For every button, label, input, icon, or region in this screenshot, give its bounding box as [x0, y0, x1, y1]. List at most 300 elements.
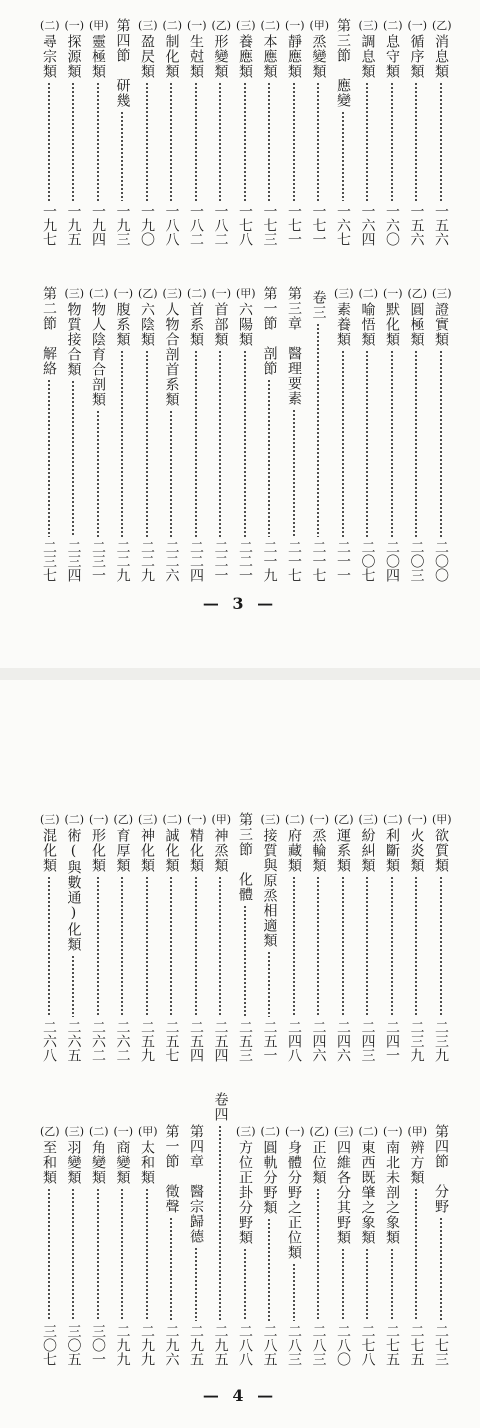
entry-title: 本應類: [261, 34, 278, 79]
entry-page-number: 二〇七: [359, 540, 376, 582]
entry-title: 六陽類: [237, 302, 253, 347]
toc-entry[interactable]: [187, 18, 207, 246]
toc-page-3: [0, 0, 480, 668]
entry-title: 證實類: [433, 302, 449, 347]
entry-title: 神烝類: [212, 828, 229, 873]
toc-entry[interactable]: [407, 812, 428, 1062]
toc-entry[interactable]: [432, 812, 452, 1062]
entry-marker: (乙): [211, 19, 232, 32]
entry-page-number: 二三四: [65, 540, 82, 582]
entry-title: 第四章 醫宗歸德: [188, 1124, 204, 1244]
dot-leader: [48, 82, 50, 201]
page-number: — 3 —: [202, 594, 278, 613]
toc-entry[interactable]: [89, 812, 109, 1062]
entry-marker: (一): [211, 287, 232, 300]
entry-marker: (三): [64, 1125, 85, 1138]
dot-leader: [293, 876, 295, 1017]
toc-entry[interactable]: [113, 1124, 134, 1366]
entry-page-number: 二三九: [408, 1020, 425, 1062]
toc-entry[interactable]: [64, 286, 85, 582]
toc-entry[interactable]: [260, 18, 281, 246]
dot-leader: [170, 876, 172, 1017]
dot-leader: [121, 111, 123, 201]
entry-page-number: 二七八: [359, 1324, 376, 1366]
dot-leader: [342, 1248, 344, 1321]
entry-page-number: 二七五: [408, 1324, 425, 1366]
toc-entry[interactable]: [407, 18, 428, 246]
entry-page-number: 一七三: [261, 204, 278, 246]
entry-marker: (一): [383, 287, 403, 300]
toc-entry[interactable]: [285, 1124, 305, 1366]
dot-leader: [317, 82, 319, 201]
entry-marker: (一): [383, 1125, 403, 1138]
dot-leader: [146, 82, 148, 201]
dot-leader: [415, 350, 417, 537]
dot-leader: [219, 876, 221, 1017]
toc-entry[interactable]: [285, 18, 305, 246]
toc-entry[interactable]: [89, 18, 109, 246]
toc-entry[interactable]: [383, 18, 403, 246]
dot-leader: [366, 82, 368, 201]
entry-page-number: 二八三: [286, 1324, 302, 1366]
entry-title: 尋宗類: [41, 34, 57, 79]
entry-marker: (二): [40, 19, 60, 32]
entry-title: 圓軌分野類: [261, 1140, 278, 1215]
dot-leader: [366, 350, 368, 537]
dot-leader: [195, 350, 197, 537]
entry-title: 息守類: [384, 34, 400, 79]
entry-marker: (一): [407, 813, 428, 826]
entry-marker: (甲): [407, 1125, 428, 1138]
entry-marker: (乙): [40, 1125, 60, 1138]
dot-leader: [391, 82, 393, 201]
toc-entry[interactable]: [162, 18, 183, 246]
toc-entry[interactable]: [309, 1124, 330, 1366]
entry-title: 烝輪類: [310, 828, 327, 873]
entry-page-number: 一八二: [188, 204, 204, 246]
entry-title: 第四節 研幾: [114, 18, 131, 108]
toc-entry[interactable]: [236, 286, 256, 582]
entry-page-number: 二一一: [335, 540, 351, 582]
toc-entry[interactable]: [187, 812, 207, 1062]
entry-page-number: 一九五: [65, 204, 82, 246]
entry-page-number: 二八五: [261, 1324, 278, 1366]
dot-leader: [293, 409, 295, 537]
toc-entry[interactable]: [260, 812, 281, 1062]
dot-leader: [317, 876, 319, 1017]
entry-title: 府藏類: [286, 828, 302, 873]
entry-marker: (三): [40, 813, 60, 826]
dot-leader: [48, 876, 50, 1017]
dot-leader: [440, 876, 442, 1017]
entry-page-number: 二六五: [65, 1020, 82, 1062]
page-separator: [0, 668, 480, 680]
toc-entry[interactable]: [309, 18, 330, 246]
entry-page-number: 二四八: [286, 1020, 302, 1062]
toc-entry[interactable]: [383, 286, 403, 582]
toc-entry[interactable]: [432, 1124, 449, 1366]
dot-leader: [244, 905, 246, 1017]
toc-entry[interactable]: [162, 812, 183, 1062]
dot-leader: [121, 876, 123, 1017]
entry-title: 誠化類: [163, 828, 180, 873]
toc-entry[interactable]: [138, 286, 158, 582]
entry-title: 形化類: [90, 828, 106, 873]
toc-entry[interactable]: [358, 18, 379, 246]
dot-leader: [72, 1188, 74, 1321]
dot-leader: [146, 876, 148, 1017]
toc-entry[interactable]: [89, 1124, 109, 1366]
entry-title: 烝變類: [310, 34, 327, 79]
toc-entry[interactable]: [89, 286, 109, 582]
toc-entry[interactable]: [187, 286, 207, 582]
entry-marker: (二): [64, 813, 85, 826]
toc-entry[interactable]: [334, 18, 351, 246]
dot-leader: [244, 350, 246, 537]
entry-page-number: 一九七: [41, 204, 57, 246]
entry-marker: (三): [236, 1125, 256, 1138]
toc-entry[interactable]: [138, 812, 158, 1062]
entry-marker: (一): [285, 1125, 305, 1138]
dot-leader: [366, 876, 368, 1017]
toc-entry[interactable]: [114, 18, 131, 246]
entry-page-number: 二〇〇: [433, 540, 449, 582]
toc-entry[interactable]: [407, 286, 428, 582]
entry-page-number: 二四六: [310, 1020, 327, 1062]
dot-leader: [391, 1248, 393, 1321]
entry-title: 默化類: [384, 302, 400, 347]
dot-leader: [97, 876, 99, 1017]
entry-title: 第四節 分野: [433, 1124, 449, 1214]
entry-marker: (一): [113, 1125, 134, 1138]
entry-title: 靈極類: [90, 34, 106, 79]
entry-marker: (三): [236, 19, 256, 32]
entry-title: 首系類: [188, 302, 204, 347]
entry-page-number: 一九〇: [139, 204, 155, 246]
entry-marker: (甲): [138, 1125, 158, 1138]
dot-leader: [146, 1188, 148, 1321]
entry-title: 素養類: [335, 302, 351, 347]
entry-title: 羽變類: [65, 1140, 82, 1185]
toc-entry[interactable]: [113, 812, 134, 1062]
entry-marker: (一): [89, 813, 109, 826]
entry-marker: (二): [162, 19, 183, 32]
entry-marker: (三): [260, 813, 281, 826]
entry-marker: (甲): [236, 287, 256, 300]
dot-leader: [415, 82, 417, 201]
entry-title: 太和類: [139, 1140, 155, 1185]
toc-entry[interactable]: [310, 290, 327, 582]
entry-title: 六陰類: [139, 302, 155, 347]
entry-title: 至和類: [41, 1140, 57, 1185]
entry-page-number: 二四三: [359, 1020, 376, 1062]
entry-title: 紛糾類: [359, 828, 376, 873]
entry-marker: (三): [162, 287, 183, 300]
entry-marker: (甲): [432, 813, 452, 826]
entry-page-number: 二三九: [433, 1020, 449, 1062]
entry-title: 形變類: [212, 34, 229, 79]
toc-entry[interactable]: [211, 286, 232, 582]
entry-title: 第二節 解絡: [41, 286, 57, 376]
dot-leader: [48, 379, 50, 537]
entry-page-number: 二六二: [90, 1020, 106, 1062]
toc-entry[interactable]: [260, 1124, 281, 1366]
entry-page-number: 一七一: [310, 204, 327, 246]
entry-page-number: 二四一: [384, 1020, 400, 1062]
dot-leader: [97, 1188, 99, 1321]
dot-leader: [391, 876, 393, 1017]
entry-title: 身體分野之正位類: [286, 1140, 302, 1260]
dot-leader: [121, 1188, 123, 1321]
entry-title: 養應類: [237, 34, 253, 79]
entry-page-number: 二七三: [433, 1324, 449, 1366]
entry-page-number: 二九五: [188, 1324, 204, 1366]
entry-title: 南北未剖之象類: [384, 1140, 400, 1245]
entry-page-number: 二五四: [188, 1020, 204, 1062]
toc-entry[interactable]: [261, 286, 278, 582]
dot-leader: [97, 410, 99, 537]
entry-title: 物人陰育合剖類: [90, 302, 106, 407]
toc-entry[interactable]: [138, 18, 158, 246]
entry-marker: (乙): [334, 813, 354, 826]
dot-leader: [72, 82, 74, 201]
entry-marker: (二): [162, 813, 183, 826]
entry-title: 欲質類: [433, 828, 449, 873]
entry-marker: (三): [334, 1125, 354, 1138]
dot-leader: [72, 955, 74, 1017]
entry-marker: (三): [432, 287, 452, 300]
dot-leader: [244, 82, 246, 201]
entry-title: 商變類: [114, 1140, 131, 1185]
entry-page-number: 三〇一: [90, 1324, 106, 1366]
entry-title: 第一節 徵聲: [163, 1124, 180, 1214]
entry-marker: (三): [64, 287, 85, 300]
toc-entry[interactable]: [64, 812, 85, 1062]
entry-page-number: 二一九: [261, 540, 278, 582]
toc-entry[interactable]: [285, 286, 302, 582]
entry-marker: (二): [383, 813, 403, 826]
entry-page-number: 一五六: [408, 204, 425, 246]
entry-marker: (二): [358, 287, 379, 300]
entry-page-number: 一六〇: [384, 204, 400, 246]
entry-marker: (乙): [138, 287, 158, 300]
entry-page-number: 二九六: [163, 1324, 180, 1366]
toc-entry[interactable]: [358, 286, 379, 582]
toc-entry[interactable]: [236, 18, 256, 246]
entry-title: 喻悟類: [359, 302, 376, 347]
entry-marker: (三): [138, 813, 158, 826]
entry-title: 調息類: [359, 34, 376, 79]
entry-title: 卷三: [310, 290, 327, 320]
entry-page-number: 二四六: [335, 1020, 351, 1062]
entry-title: 神化類: [139, 828, 155, 873]
entry-title: 消息類: [433, 34, 449, 79]
entry-page-number: 二三七: [41, 540, 57, 582]
toc-entry[interactable]: [162, 286, 183, 582]
entry-title: 第三節 化體: [237, 812, 253, 902]
entry-marker: (甲): [211, 813, 232, 826]
entry-title: 接質與原烝相適類: [261, 828, 278, 948]
toc-entry[interactable]: [138, 1124, 158, 1366]
entry-page-number: 二九九: [139, 1324, 155, 1366]
entry-title: 制化類: [163, 34, 180, 79]
entry-marker: (二): [260, 1125, 281, 1138]
dot-leader: [170, 1217, 172, 1321]
page-number: — 4 —: [202, 1386, 278, 1405]
toc-entry[interactable]: [309, 812, 330, 1062]
dot-leader: [195, 82, 197, 201]
dot-leader: [219, 1125, 221, 1321]
entry-page-number: 二六八: [41, 1020, 57, 1062]
entry-title: 第三節 應變: [335, 18, 351, 108]
entry-marker: (一): [64, 19, 85, 32]
entry-page-number: 二五一: [261, 1020, 278, 1062]
entry-page-number: 二〇四: [384, 540, 400, 582]
entry-title: 循序類: [408, 34, 425, 79]
dot-leader: [440, 350, 442, 537]
entry-page-number: 一六七: [335, 204, 351, 246]
entry-title: 人物合剖首系類: [163, 302, 180, 407]
dot-leader: [342, 876, 344, 1017]
entry-title: 術(與數通)化類: [65, 828, 82, 952]
toc-entry[interactable]: [432, 286, 452, 582]
entry-page-number: 二一七: [310, 540, 327, 582]
entry-page-number: 一六四: [359, 204, 376, 246]
toc-entry[interactable]: [40, 286, 57, 582]
entry-page-number: 一八二: [212, 204, 229, 246]
dot-leader: [195, 876, 197, 1017]
entry-page-number: 二二一: [237, 540, 253, 582]
dot-leader: [170, 82, 172, 201]
entry-title: 物質接合類: [65, 302, 82, 377]
entry-page-number: 二三一: [90, 540, 106, 582]
toc-entry[interactable]: [113, 286, 134, 582]
entry-marker: (一): [407, 19, 428, 32]
toc-entry[interactable]: [432, 18, 452, 246]
entry-marker: (一): [187, 19, 207, 32]
entry-title: 精化類: [188, 828, 204, 873]
entry-page-number: 二二九: [114, 540, 131, 582]
dot-leader: [415, 1188, 417, 1321]
entry-marker: (二): [358, 1125, 379, 1138]
entry-marker: (三): [334, 287, 354, 300]
toc-entry[interactable]: [334, 286, 354, 582]
entry-title: 育厚類: [114, 828, 131, 873]
dot-leader: [195, 1247, 197, 1321]
entry-page-number: 二〇三: [408, 540, 425, 582]
toc-entry[interactable]: [358, 1124, 379, 1366]
toc-page-4: [0, 680, 480, 1428]
toc-entry[interactable]: [407, 1124, 428, 1366]
entry-title: 火炎類: [408, 828, 425, 873]
entry-marker: (乙): [432, 19, 452, 32]
entry-marker: (三): [138, 19, 158, 32]
dot-leader: [440, 82, 442, 201]
entry-title: 第一節 剖節: [261, 286, 278, 376]
entry-page-number: 二八〇: [335, 1324, 351, 1366]
dot-leader: [219, 82, 221, 201]
entry-marker: (二): [260, 19, 281, 32]
toc-entry[interactable]: [212, 1092, 229, 1366]
entry-title: 角變類: [90, 1140, 106, 1185]
dot-leader: [268, 951, 270, 1017]
entry-page-number: 二二一: [212, 540, 229, 582]
toc-entry[interactable]: [211, 18, 232, 246]
entry-marker: (乙): [309, 1125, 330, 1138]
entry-page-number: 三〇七: [41, 1324, 57, 1366]
entry-marker: (三): [358, 813, 379, 826]
entry-marker: (三): [358, 19, 379, 32]
toc-entry[interactable]: [40, 812, 60, 1062]
entry-marker: (乙): [407, 287, 428, 300]
dot-leader: [317, 1188, 319, 1321]
toc-entry[interactable]: [334, 1124, 354, 1366]
entry-page-number: 一七八: [237, 204, 253, 246]
entry-title: 利斷類: [384, 828, 400, 873]
entry-page-number: 二五九: [139, 1020, 155, 1062]
toc-entry[interactable]: [285, 812, 305, 1062]
toc-entry[interactable]: [334, 812, 354, 1062]
dot-leader: [97, 82, 99, 201]
entry-marker: (一): [187, 813, 207, 826]
entry-marker: (一): [309, 813, 330, 826]
dot-leader: [268, 1218, 270, 1321]
toc-entry[interactable]: [383, 1124, 403, 1366]
toc-entry[interactable]: [236, 812, 253, 1062]
dot-leader: [121, 350, 123, 537]
dot-leader: [72, 380, 74, 537]
entry-page-number: 二一七: [286, 540, 302, 582]
toc-entry[interactable]: [40, 18, 60, 246]
entry-page-number: 二五三: [237, 1020, 253, 1062]
toc-entry[interactable]: [236, 1124, 256, 1366]
entry-title: 探源類: [65, 34, 82, 79]
entry-title: 圓極類: [408, 302, 425, 347]
entry-title: 方位正卦分野類: [237, 1140, 253, 1245]
entry-page-number: 一五六: [433, 204, 449, 246]
entry-marker: (乙): [113, 813, 134, 826]
entry-marker: (二): [89, 287, 109, 300]
dot-leader: [342, 350, 344, 537]
toc-entry[interactable]: [187, 1124, 204, 1366]
toc-entry[interactable]: [163, 1124, 180, 1366]
entry-page-number: 二九五: [212, 1324, 229, 1366]
entry-page-number: 二五七: [163, 1020, 180, 1062]
dot-leader: [317, 323, 319, 537]
entry-title: 東西既肇之象類: [359, 1140, 376, 1245]
entry-page-number: 二七五: [384, 1324, 400, 1366]
dot-leader: [268, 379, 270, 537]
toc-entry[interactable]: [383, 812, 403, 1062]
toc-entry[interactable]: [358, 812, 379, 1062]
entry-marker: (甲): [309, 19, 330, 32]
toc-entry[interactable]: [40, 1124, 60, 1366]
toc-entry[interactable]: [64, 18, 85, 246]
entry-title: 辨方類: [408, 1140, 425, 1185]
entry-title: 正位類: [310, 1140, 327, 1185]
entry-page-number: 二二九: [139, 540, 155, 582]
dot-leader: [268, 82, 270, 201]
dot-leader: [342, 111, 344, 201]
entry-title: 腹系類: [114, 302, 131, 347]
entry-page-number: 二五四: [212, 1020, 229, 1062]
toc-entry[interactable]: [211, 812, 232, 1062]
entry-marker: (二): [285, 813, 305, 826]
entry-page-number: 二九九: [114, 1324, 131, 1366]
toc-entry[interactable]: [64, 1124, 85, 1366]
dot-leader: [415, 876, 417, 1017]
dot-leader: [366, 1248, 368, 1321]
